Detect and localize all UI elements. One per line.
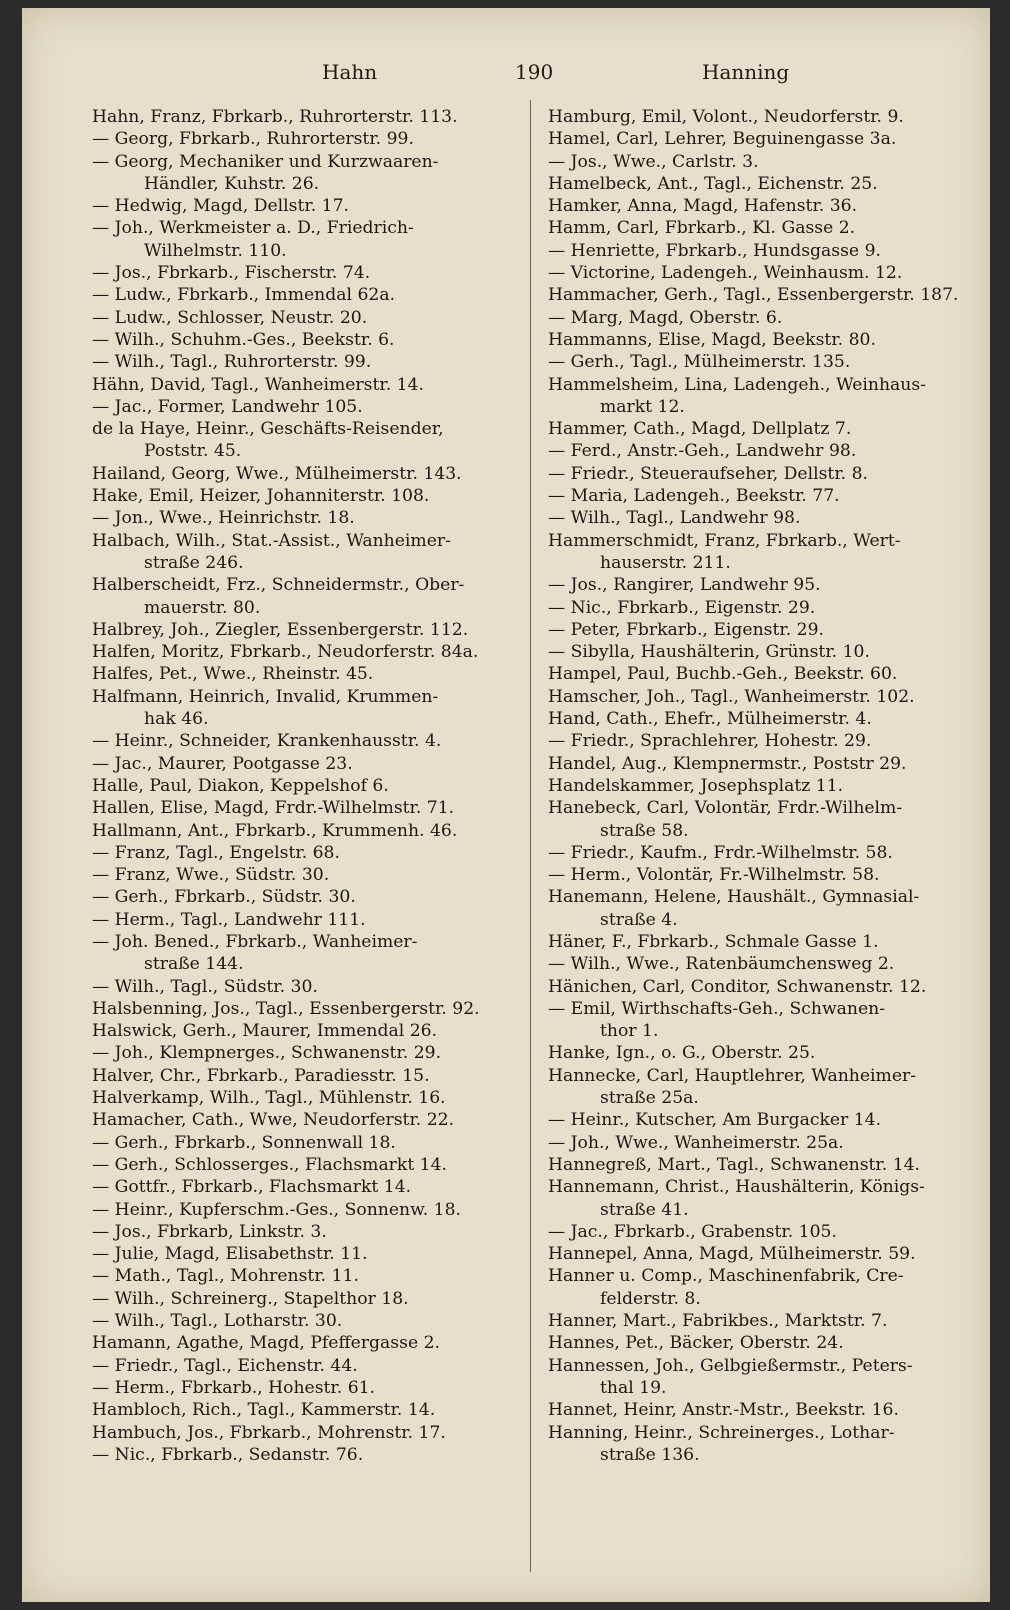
directory-entry: — Friedr., Kaufm., Frdr.-Wilhelmstr. 58. xyxy=(548,842,893,863)
directory-entry: Halfes, Pet., Wwe., Rheinstr. 45. xyxy=(92,664,374,685)
directory-entry: — Friedr., Tagl., Eichenstr. 44. xyxy=(92,1355,358,1376)
directory-entry: — Joh., Wwe., Wanheimerstr. 25a. xyxy=(548,1132,844,1153)
directory-entry: — Gerh., Schlosserges., Flachsmarkt 14. xyxy=(92,1154,448,1175)
directory-entry: Halbach, Wilh., Stat.-Assist., Wanheimer- xyxy=(92,530,451,551)
directory-entry: Hänichen, Carl, Conditor, Schwanenstr. 12. xyxy=(548,976,927,997)
directory-entry: — Maria, Ladengeh., Beekstr. 77. xyxy=(548,486,840,507)
directory-entry: Hanke, Ign., o. G., Oberstr. 25. xyxy=(548,1043,816,1064)
directory-entry: — Heinr., Schneider, Krankenhausstr. 4. xyxy=(92,731,442,752)
directory-entry: — Friedr., Sprachlehrer, Hohestr. 29. xyxy=(548,731,872,752)
directory-entry: Häner, F., Fbrkarb., Schmale Gasse 1. xyxy=(548,931,879,952)
entry-continuation: hauserstr. 211. xyxy=(600,552,731,573)
directory-entry: Hannepel, Anna, Magd, Mülheimerstr. 59. xyxy=(548,1244,916,1265)
directory-entry: — Herm., Volontär, Fr.-Wilhelmstr. 58. xyxy=(548,865,880,886)
running-header xyxy=(22,60,990,90)
directory-entry: — Jos., Wwe., Carlstr. 3. xyxy=(548,151,759,172)
entry-continuation: straße 58. xyxy=(600,820,689,841)
directory-entry: — Franz, Tagl., Engelstr. 68. xyxy=(92,842,340,863)
directory-entry: Hamburg, Emil, Volont., Neudorferstr. 9. xyxy=(548,107,904,127)
directory-entry: Hand, Cath., Ehefr., Mülheimerstr. 4. xyxy=(548,709,872,730)
directory-entry: Hallmann, Ant., Fbrkarb., Krummenh. 46. xyxy=(92,820,458,841)
directory-entry: — Nic., Fbrkarb., Eigenstr. 29. xyxy=(548,597,816,618)
directory-entry: Halver, Chr., Fbrkarb., Paradiesstr. 15. xyxy=(92,1065,430,1086)
header-left-word: Hahn xyxy=(322,60,378,84)
directory-entry: — Peter, Fbrkarb., Eigenstr. 29. xyxy=(548,619,824,640)
directory-entry: Hanemann, Helene, Haushält., Gymnasial- xyxy=(548,887,920,908)
directory-entry: Hanebeck, Carl, Volontär, Frdr.-Wilhelm- xyxy=(548,798,903,819)
directory-entry: Hamm, Carl, Fbrkarb., Kl. Gasse 2. xyxy=(548,218,856,239)
directory-entry: Hammerschmidt, Franz, Fbrkarb., Wert- xyxy=(548,530,901,551)
directory-entry: Hailand, Georg, Wwe., Mülheimerstr. 143. xyxy=(92,463,462,484)
directory-entry: Hamann, Agathe, Magd, Pfeffergasse 2. xyxy=(92,1333,440,1354)
directory-entry: Halberscheidt, Frz., Schneidermstr., Ober- xyxy=(92,575,465,596)
directory-entry: Hamscher, Joh., Tagl., Wanheimerstr. 102. xyxy=(548,686,915,707)
directory-entry: — Gerh., Fbrkarb., Sonnenwall 18. xyxy=(92,1132,396,1153)
directory-entry: — Gerh., Fbrkarb., Südstr. 30. xyxy=(92,887,356,908)
directory-entry: Hammer, Cath., Magd, Dellplatz 7. xyxy=(548,419,852,440)
directory-entry: — Jos., Fbrkarb., Fischerstr. 74. xyxy=(92,263,371,284)
entry-continuation: markt 12. xyxy=(600,396,685,417)
directory-entry: Hannet, Heinr, Anstr.-Mstr., Beekstr. 16. xyxy=(548,1400,899,1421)
entry-continuation: Händler, Kuhstr. 26. xyxy=(144,173,320,194)
directory-entry: — Joh., Klempnerges., Schwanenstr. 29. xyxy=(92,1043,442,1064)
directory-entry: — Wilh., Tagl., Südstr. 30. xyxy=(92,976,318,997)
directory-entry: Hamker, Anna, Magd, Hafenstr. 36. xyxy=(548,196,858,217)
directory-entry: Hannemann, Christ., Haushälterin, Königs- xyxy=(548,1177,925,1198)
entry-continuation: mauerstr. 80. xyxy=(144,597,261,618)
header-right-word: Hanning xyxy=(702,60,790,84)
directory-entry: — Ferd., Anstr.-Geh., Landwehr 98. xyxy=(548,441,857,462)
directory-entry: — Georg, Fbrkarb., Ruhrorterstr. 99. xyxy=(92,129,414,150)
page-number: 190 xyxy=(515,60,554,84)
directory-entry: — Wilh., Tagl., Lotharstr. 30. xyxy=(92,1311,343,1332)
directory-entry: Handelskammer, Josephsplatz 11. xyxy=(548,775,844,796)
directory-entry: — Friedr., Steueraufseher, Dellstr. 8. xyxy=(548,463,868,484)
directory-entry: — Jon., Wwe., Heinrichstr. 18. xyxy=(92,508,355,529)
directory-entry: — Victorine, Ladengeh., Weinhausm. 12. xyxy=(548,263,903,284)
directory-entry: — Herm., Tagl., Landwehr 111. xyxy=(92,909,366,930)
directory-entry: Hannecke, Carl, Hauptlehrer, Wanheimer- xyxy=(548,1065,917,1086)
directory-entry: Hanner u. Comp., Maschinenfabrik, Cre- xyxy=(548,1266,904,1287)
directory-entry: Hanner, Mart., Fabrikbes., Marktstr. 7. xyxy=(548,1311,888,1332)
directory-entry: — Heinr., Kutscher, Am Burgacker 14. xyxy=(548,1110,882,1131)
directory-entry: de la Haye, Heinr., Geschäfts-Reisender, xyxy=(92,419,444,440)
entry-continuation: thor 1. xyxy=(600,1021,659,1042)
directory-entry: Halfmann, Heinrich, Invalid, Krummen- xyxy=(92,686,439,707)
directory-entry: — Ludw., Schlosser, Neustr. 20. xyxy=(92,307,368,328)
directory-entry: Hahn, Franz, Fbrkarb., Ruhrorterstr. 113. xyxy=(92,107,458,127)
entry-continuation: Wilhelmstr. 110. xyxy=(144,240,287,261)
directory-entry: Hammacher, Gerh., Tagl., Essenbergerstr. 187. xyxy=(548,285,959,306)
directory-entry: — Hedwig, Magd, Dellstr. 17. xyxy=(92,196,349,217)
entry-continuation: hak 46. xyxy=(144,709,209,730)
directory-entry: — Jos., Rangirer, Landwehr 95. xyxy=(548,575,821,596)
directory-entry: Hampel, Paul, Buchb.-Geh., Beekstr. 60. xyxy=(548,664,898,685)
directory-entry: Hanning, Heinr., Schreinerges., Lothar- xyxy=(548,1422,895,1443)
directory-entry: Halle, Paul, Diakon, Keppelshof 6. xyxy=(92,775,389,796)
entry-continuation: Poststr. 45. xyxy=(144,441,242,462)
directory-entry: Halswick, Gerh., Maurer, Immendal 26. xyxy=(92,1021,438,1042)
directory-entry: Hähn, David, Tagl., Wanheimerstr. 14. xyxy=(92,374,424,395)
directory-entry: — Gottfr., Fbrkarb., Flachsmarkt 14. xyxy=(92,1177,412,1198)
directory-entry: — Wilh., Tagl., Landwehr 98. xyxy=(548,508,801,529)
column-divider xyxy=(530,100,531,1572)
directory-entry: Hannessen, Joh., Gelbgießermstr., Peters- xyxy=(548,1355,913,1376)
directory-entry: — Math., Tagl., Mohrenstr. 11. xyxy=(92,1266,359,1287)
directory-entry: Hannes, Pet., Bäcker, Oberstr. 24. xyxy=(548,1333,844,1354)
directory-entry: Hake, Emil, Heizer, Johanniterstr. 108. xyxy=(92,486,430,507)
directory-entry: Handel, Aug., Klempnermstr., Poststr 29. xyxy=(548,753,907,774)
directory-entry: — Jac., Maurer, Pootgasse 23. xyxy=(92,753,353,774)
directory-entry: — Jac., Fbrkarb., Grabenstr. 105. xyxy=(548,1221,837,1242)
directory-entry: Hammanns, Elise, Magd, Beekstr. 80. xyxy=(548,329,876,350)
directory-entry: — Jos., Fbrkarb, Linkstr. 3. xyxy=(92,1221,327,1242)
directory-entry: — Wilh., Schuhm.-Ges., Beekstr. 6. xyxy=(92,329,395,350)
directory-entry: Hallen, Elise, Magd, Frdr.-Wilhelmstr. 71. xyxy=(92,798,455,819)
directory-entry: Halsbenning, Jos., Tagl., Essenbergerstr. 92. xyxy=(92,998,480,1019)
entry-continuation: felderstr. 8. xyxy=(600,1288,701,1309)
entry-continuation: straße 4. xyxy=(600,909,678,930)
directory-entry: — Gerh., Tagl., Mülheimerstr. 135. xyxy=(548,352,851,373)
directory-entry: — Wilh., Tagl., Ruhrorterstr. 99. xyxy=(92,352,372,373)
directory-entry: Hamacher, Cath., Wwe, Neudorferstr. 22. xyxy=(92,1110,455,1131)
directory-entry: Hambloch, Rich., Tagl., Kammerstr. 14. xyxy=(92,1400,436,1421)
directory-entry: — Sibylla, Haushälterin, Grünstr. 10. xyxy=(548,642,870,663)
directory-entry: — Jac., Former, Landwehr 105. xyxy=(92,396,363,417)
directory-entry: Halverkamp, Wilh., Tagl., Mühlenstr. 16. xyxy=(92,1088,446,1109)
directory-entry: — Henriette, Fbrkarb., Hundsgasse 9. xyxy=(548,240,881,261)
directory-entry: — Wilh., Wwe., Ratenbäumchensweg 2. xyxy=(548,954,895,975)
entry-continuation: straße 136. xyxy=(600,1444,700,1465)
directory-entry: Hambuch, Jos., Fbrkarb., Mohrenstr. 17. xyxy=(92,1422,446,1443)
directory-entry: — Marg, Magd, Oberstr. 6. xyxy=(548,307,783,328)
directory-entry: — Julie, Magd, Elisabethstr. 11. xyxy=(92,1244,368,1265)
entry-continuation: thal 19. xyxy=(600,1377,667,1398)
directory-entry: — Emil, Wirthschafts-Geh., Schwanen- xyxy=(548,998,886,1019)
directory-entry: — Heinr., Kupferschm.-Ges., Sonnenw. 18. xyxy=(92,1199,462,1220)
right-column xyxy=(548,106,980,1466)
entry-continuation: straße 246. xyxy=(144,552,244,573)
directory-entry: — Ludw., Fbrkarb., Immendal 62a. xyxy=(92,285,396,306)
directory-entry: — Joh., Werkmeister a. D., Friedrich- xyxy=(92,218,414,239)
directory-entry: — Georg, Mechaniker und Kurzwaaren- xyxy=(92,151,439,172)
directory-page xyxy=(22,8,990,1602)
entry-continuation: straße 25a. xyxy=(600,1088,699,1109)
directory-entry: Hammelsheim, Lina, Ladengeh., Weinhaus- xyxy=(548,374,926,395)
directory-entry: Halfen, Moritz, Fbrkarb., Neudorferstr. 84a. xyxy=(92,642,479,663)
directory-entry: Hamelbeck, Ant., Tagl., Eichenstr. 25. xyxy=(548,173,878,194)
entry-continuation: straße 41. xyxy=(600,1199,689,1220)
directory-entry: — Franz, Wwe., Südstr. 30. xyxy=(92,865,330,886)
directory-entry: Hamel, Carl, Lehrer, Beguinengasse 3a. xyxy=(548,129,897,150)
directory-entry: — Wilh., Schreinerg., Stapelthor 18. xyxy=(92,1288,409,1309)
directory-entry: — Herm., Fbrkarb., Hohestr. 61. xyxy=(92,1377,376,1398)
directory-entry: Hannegreß, Mart., Tagl., Schwanenstr. 14. xyxy=(548,1154,921,1175)
directory-entry: — Nic., Fbrkarb., Sedanstr. 76. xyxy=(92,1444,364,1465)
left-column xyxy=(92,106,532,1466)
directory-entry: — Joh. Bened., Fbrkarb., Wanheimer- xyxy=(92,931,418,952)
entry-continuation: straße 144. xyxy=(144,954,244,975)
directory-entry: Halbrey, Joh., Ziegler, Essenbergerstr. 112. xyxy=(92,619,469,640)
